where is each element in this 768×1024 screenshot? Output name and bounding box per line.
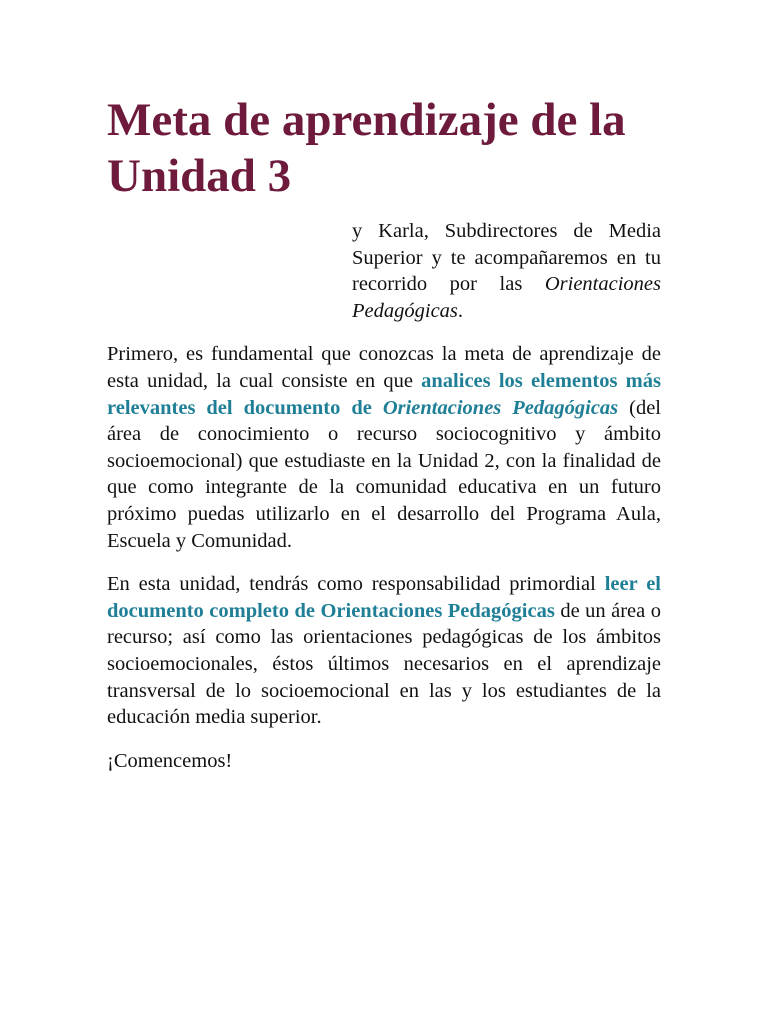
responsibility-text: En esta unidad, tendrás como responsabilidad primordial xyxy=(107,573,605,596)
paragraph-responsibility xyxy=(107,571,661,731)
page-title: Meta de aprendizaje de la Unidad 3 xyxy=(107,94,626,202)
goal-highlight: analices los elementos más relevantes del documento de xyxy=(107,369,661,419)
paragraph-intro xyxy=(107,218,661,324)
paragraph-goal xyxy=(107,341,661,554)
goal-rest-text: (del área de conocimiento o recurso sociocognitivo y ámbito socioemocional) que estudiaste en la Unidad 2, con la finalidad de que como integrante de la comunidad educativa en un futuro próximo puedas utilizarlo en el desarrollo del Programa Aula, Escuela y Comunidad. xyxy=(107,396,662,552)
document-body xyxy=(107,218,661,791)
intro-end-text: . xyxy=(457,299,464,322)
intro-italic-text: Orientaciones Pedagógicas xyxy=(352,273,661,322)
goal-highlight-italic: Orientaciones Pedagógicas xyxy=(382,396,619,419)
responsibility-rest-text: de un área o recurso; así como las orientaciones pedagógicas de los ámbitos socioemocionales, éstos últimos necesarios en el aprendizaje transversal de lo socioemocional en las y los estudiantes de la educación media superior. xyxy=(107,599,661,729)
goal-text: Primero, es fundamental que conozcas la meta de aprendizaje de esta unidad, la cual consiste en que xyxy=(107,343,661,392)
responsibility-highlight: leer el documento completo de Orientaciones Pedagógicas xyxy=(107,573,661,622)
paragraph-closing: ¡Comencemos! xyxy=(107,749,233,772)
intro-text: y Karla, Subdirectores de Media Superior y te acompañaremos en tu recorrido por las xyxy=(352,220,661,296)
